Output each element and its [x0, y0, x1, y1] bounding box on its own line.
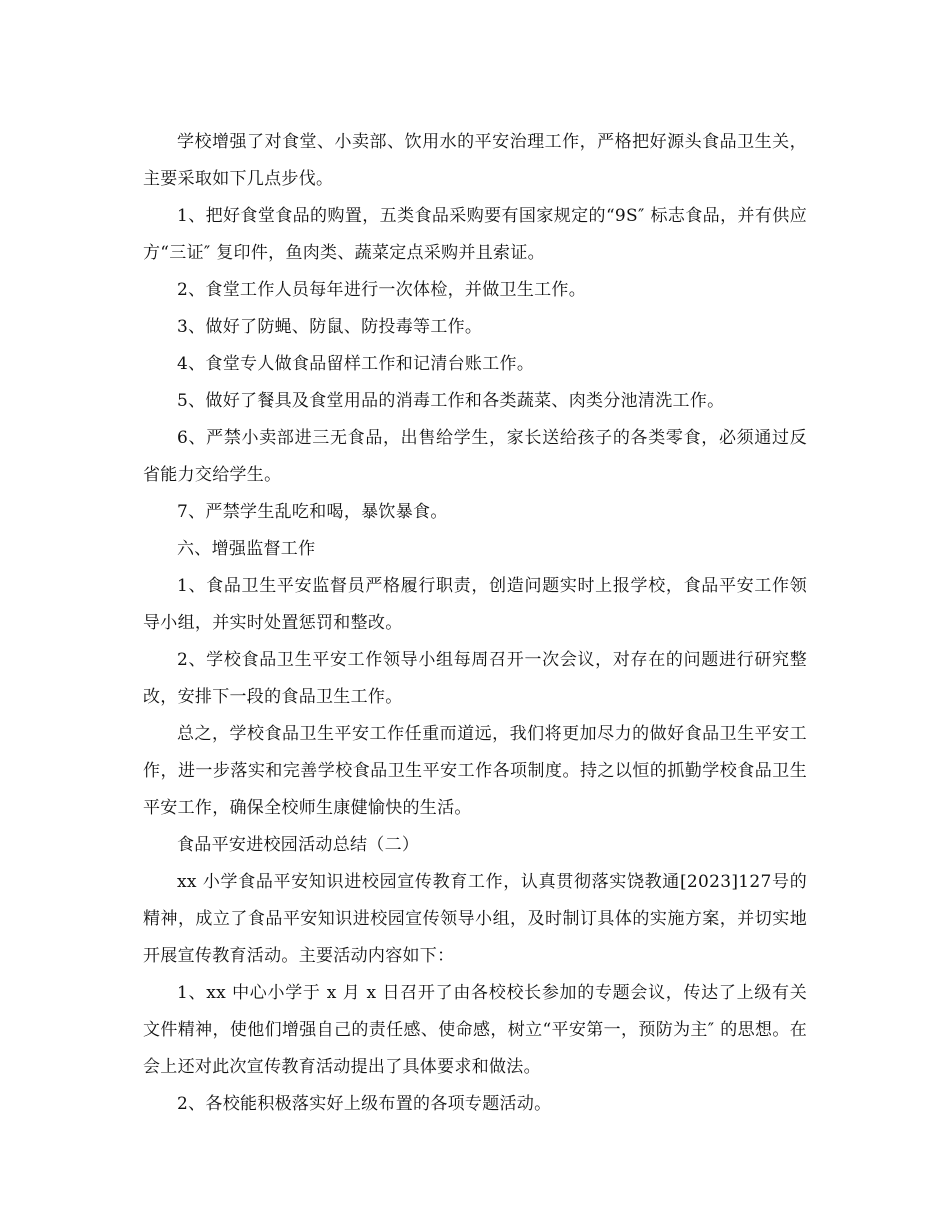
paragraph-conclusion: 总之，学校食品卫生平安工作任重而道远，我们将更加尽力的做好食品卫生平安工作，进一步落实和完善学校食品卫生平安工作各项制度。持之以恒的抓勤学校食品卫生平安工作，确保全校师生康健愉快的生活。: [143, 724, 807, 818]
paragraph-intro: 学校增强了对食堂、小卖部、饮用水的平安治理工作，严格把好源头食品卫生关，主要采取如下几点步伐。: [143, 132, 807, 189]
paragraph-supervision-1: 1、食品卫生平安监督员严格履行职责，创造问题实时上报学校，食品平安工作领导小组，并实时处置惩罚和整改。: [143, 576, 807, 633]
paragraph-item-2: 2、食堂工作人员每年进行一次体检，并做卫生工作。: [177, 280, 587, 300]
paragraph-item-7: 7、严禁学生乱吃和喝，暴饮暴食。: [177, 502, 448, 522]
paragraph-summary-intro: xx 小学食品平安知识进校园宣传教育工作，认真贯彻落实饶教通[2023]127号的精神，成立了食品平安知识进校园宣传领导小组，及时制订具体的实施方案，并切实地开展宣传教育活动。主要活动内容如下：: [143, 872, 807, 966]
paragraph-summary-1: 1、xx 中心小学于 x 月 x 日召开了由各校校长参加的专题会议，传达了上级有关文件精神，使他们增强自己的责任感、使命感，树立“平安第一，预防为主″ 的思想。在会上还对此次宣传教育活动提出了具体要求和做法。: [143, 983, 807, 1077]
paragraph-item-5: 5、做好了餐具及食堂用品的消毒工作和各类蔬菜、肉类分池清洗工作。: [177, 391, 725, 411]
paragraph-item-4: 4、食堂专人做食品留样工作和记清台账工作。: [177, 354, 535, 374]
paragraph-item-6: 6、严禁小卖部进三无食品，出售给学生，家长送给孩子的各类零食，必须通过反省能力交给学生。: [143, 428, 807, 485]
paragraph-item-3: 3、做好了防蝇、防鼠、防投毒等工作。: [177, 317, 483, 337]
section-heading-summary-two: 食品平安进校园活动总结（二）: [177, 835, 420, 855]
document-body: [143, 124, 807, 1123]
paragraph-item-1: 1、把好食堂食品的购置，五类食品采购要有国家规定的“9S″ 标志食品，并有供应方“三证″ 复印件，鱼肉类、蔬菜定点采购并且索证。: [143, 206, 807, 263]
paragraph-summary-2: 2、各校能积极落实好上级布置的各项专题活动。: [177, 1094, 552, 1114]
section-heading-supervision: 六、增强监督工作: [177, 539, 316, 559]
paragraph-supervision-2: 2、学校食品卫生平安工作领导小组每周召开一次会议，对存在的问题进行研究整改，安排下一段的食品卫生工作。: [143, 650, 807, 707]
